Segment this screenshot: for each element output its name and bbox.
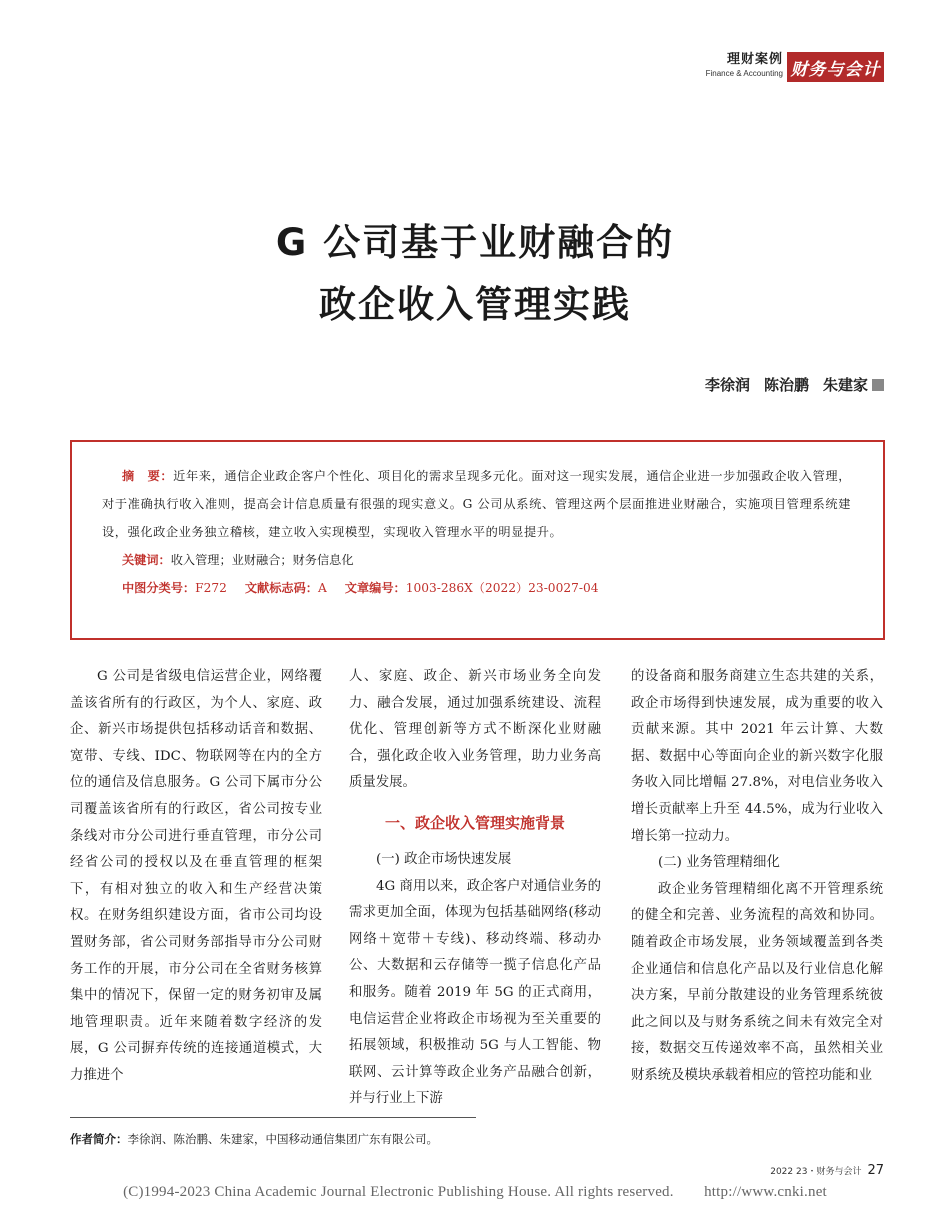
classification-line (102, 574, 851, 602)
body-paragraph: 的设备商和服务商建立生态共建的关系，政企市场得到快速发展，成为重要的收入贡献来源。其中 2021 年云计算、大数据、数据中心等面向企业的新兴数字化服务收入同比增幅 27.8%，对电信业务收入增长贡献率上升至 44.5%，成为行业收入增长第一拉动力。 (631, 669, 883, 844)
section-name-en: Finance & Accounting (705, 69, 783, 78)
author-name: 朱建家 (822, 376, 868, 394)
body-column-3 (631, 664, 883, 1090)
footnote-divider (70, 1117, 476, 1118)
body-column-1 (70, 664, 322, 1090)
body-paragraph: 4G 商用以来，政企客户对通信业务的需求更加全面，体现为包括基础网络(移动网络＋宽带＋专线)、移动终端、移动办公、大数据和云存储等一揽子信息化产品和服务。随着 2019 年 5G 的正式商用，电信运营企业将政企市场视为至关重要的拓展领域，积极推动 5G 与人工智能、物联网、云计算等政企业务产品融合创新，并与行业上下游 (349, 878, 601, 1107)
keywords-label: 关键词： (122, 553, 171, 567)
title-line-1: G 公司基于业财融合的 (275, 221, 675, 264)
page-footer (770, 1163, 884, 1178)
doc-code-label: 文献标志码： (244, 581, 318, 595)
doc-code-value: A (317, 581, 327, 595)
body-paragraph: G 公司是省级电信运营企业，网络覆盖该省所有的行政区，为个人、家庭、政企、新兴市场提供包括移动话音和数据、宽带、专线、IDC、物联网等在内的全方位的通信及信息服务。G 公司下属市分公司覆盖该省所有的行政区，省公司按专业条线对市分公司进行垂直管理，市分公司经省公司的授权以及在垂直管理的框架下，有相对独立的收入和生产经营决策权。在财务组织建设方面，省市公司均设置财务部，省公司财务部指导市分公司财务工作的开展，市分公司在全省财务核算集中的情况下，保留一定的财务初审及属地管理职责。近年来随着数字经济的发展，G 公司摒弃传统的连接通道模式，大力推进个 (70, 669, 322, 1083)
clc-label: 中图分类号： (122, 581, 196, 595)
journal-header (706, 52, 884, 82)
abstract-text: 近年来，通信企业政企客户个性化、项目化的需求呈现多元化。面对这一现实发展，通信企业进一步加强政企收入管理，对于准确执行收入准则，提高会计信息质量有很强的现实意义。G 公司从系统、管理这两个层面推进业财融合，实施项目管理系统建设，强化政企业务独立稽核，建立收入实现模型，实现收入管理水平的明显提升。 (102, 469, 851, 539)
author-name: 李徐润 (704, 376, 750, 394)
abstract-paragraph (102, 462, 851, 546)
body-paragraph: 人、家庭、政企、新兴市场业务全向发力、融合发展，通过加强系统建设、流程优化、管理创新等方式不断深化业财融合，强化政企收入业务管理，助力业务高质量发展。 (349, 669, 601, 791)
page-number: 27 (867, 1163, 884, 1178)
title-line-2: 政企收入管理实践 (319, 283, 631, 326)
body-column-2 (349, 664, 601, 1113)
footnote-label: 作者简介： (70, 1132, 128, 1146)
author-bio-footnote (70, 1131, 438, 1147)
keywords-line (102, 546, 851, 574)
footnote-text: 李徐润、陈治鹏、朱建家，中国移动通信集团广东有限公司。 (127, 1132, 438, 1146)
clc-value: F272 (195, 581, 227, 595)
author-list (691, 374, 884, 395)
subsection-heading: (二) 业务管理精细化 (658, 855, 780, 871)
subsection-heading: (一) 政企市场快速发展 (376, 851, 512, 867)
article-no-value: 1003-286X（2022）23-0027-04 (405, 581, 599, 595)
article-title (0, 212, 950, 336)
keywords-text: 收入管理；业财融合；财务信息化 (170, 553, 354, 567)
section-heading: 一、政企收入管理实施背景 (384, 813, 565, 832)
journal-logo: 财务与会计 (787, 52, 884, 82)
copyright-notice: (C)1994-2023 China Academic Journal Electronic Publishing House. All rights reserved. http://www.cnki.net (123, 1184, 827, 1200)
abstract-label: 摘 要： (122, 469, 174, 483)
author-name: 陈治鹏 (763, 376, 809, 394)
section-name: 理财案例 (726, 52, 783, 67)
article-no-label: 文章编号： (344, 581, 406, 595)
journal-issue: 2022 23・财务与会计 (770, 1167, 862, 1177)
author-square-icon (872, 379, 884, 391)
header-text-block (706, 52, 783, 80)
abstract-box (70, 440, 885, 640)
body-paragraph: 政企业务管理精细化离不开管理系统的健全和完善、业务流程的高效和协同。随着政企市场发展，业务领域覆盖到各类企业通信和信息化产品以及行业信息化解决方案，早前分散建设的业务管理系统彼此之间以及与财务系统之间未有效完全对接，数据交互传递效率不高，虽然相关业财系统及模块承载着相应的管控功能和业 (631, 881, 883, 1083)
